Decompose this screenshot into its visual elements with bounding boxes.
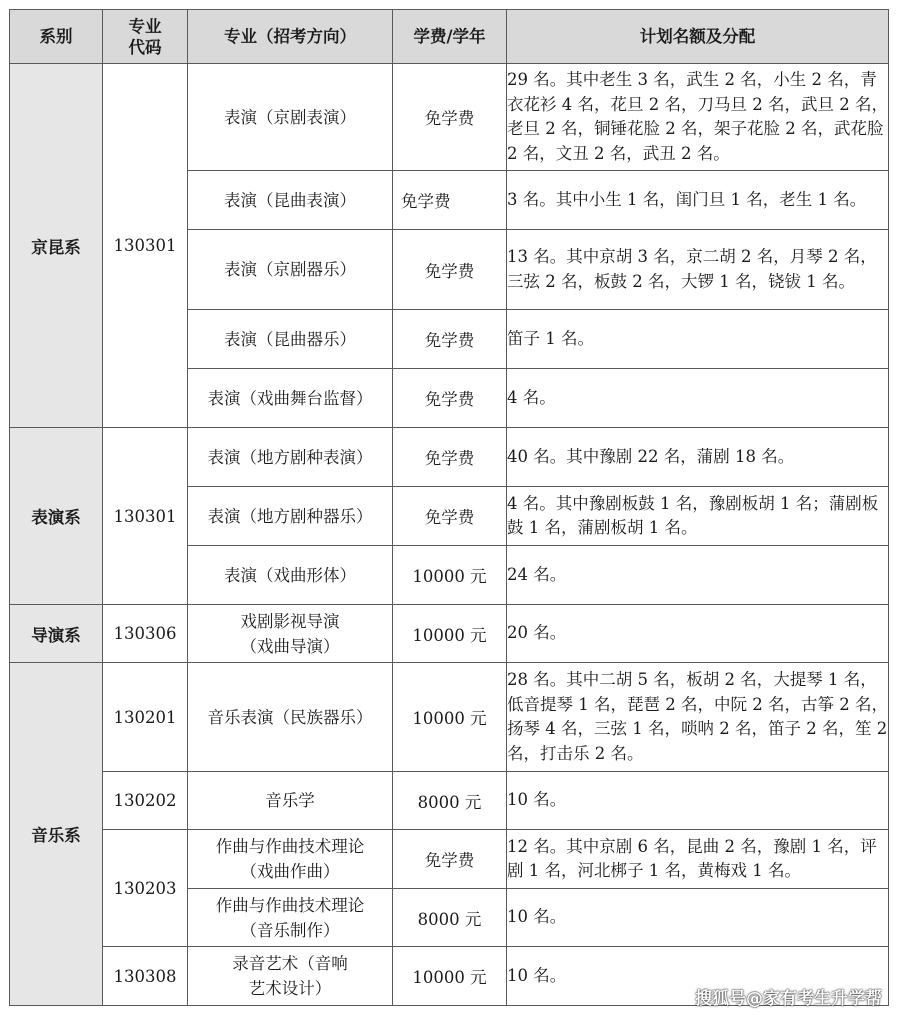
quota-cell: 4 名。 [507, 369, 889, 428]
fee-cell: 8000 元 [393, 772, 507, 830]
dept-cell-yinyue: 音乐系 [10, 663, 103, 1006]
quota-cell: 笛子 1 名。 [507, 310, 889, 369]
quota-cell: 29 名。其中老生 3 名，武生 2 名，小生 2 名，青衣花衫 4 名，花旦 2 名，刀马旦 2 名，武旦 2 名，老旦 2 名，铜锤花脸 2 名，架子花脸 2 名，武花脸 2 名，文丑 2 名，武丑 2 名。 [507, 64, 889, 171]
code-cell: 130202 [103, 772, 188, 830]
watermark: 搜狐号@家有考生升学帮 [695, 989, 882, 1009]
quota-cell: 4 名。其中豫剧板鼓 1 名，豫剧板胡 1 名；蒲剧板鼓 1 名，蒲剧板胡 1 名。 [507, 487, 889, 546]
quota-cell: 13 名。其中京胡 3 名，京二胡 2 名，月琴 2 名，三弦 2 名，板鼓 2 名，大锣 1 名，铙钹 1 名。 [507, 230, 889, 310]
major-cell: 表演（京剧表演） [188, 64, 393, 171]
header-quota: 计划名额及分配 [507, 10, 889, 64]
fee-cell: 免学费 [393, 64, 507, 171]
table-row [10, 605, 889, 663]
quota-cell: 10 名。 [507, 889, 889, 947]
quota-cell: 10 名。 [507, 947, 889, 1006]
major-cell: 音乐学 [188, 772, 393, 830]
major-cell: 表演（戏曲舞台监督） [188, 369, 393, 428]
fee-cell: 免学费 [393, 830, 507, 889]
quota-cell: 10 名。 [507, 772, 889, 830]
header-fee: 学费/学年 [393, 10, 507, 64]
quota-cell: 12 名。其中京剧 6 名，昆曲 2 名，豫剧 1 名，评剧 1 名，河北梆子 1 名，黄梅戏 1 名。 [507, 830, 889, 889]
quota-cell: 3 名。其中小生 1 名，闺门旦 1 名，老生 1 名。 [507, 171, 889, 230]
table-row [10, 428, 889, 487]
major-cell: 录音艺术（音响艺术设计） [188, 947, 393, 1006]
fee-cell: 免学费 [393, 230, 507, 310]
fee-cell: 10000 元 [393, 605, 507, 663]
fee-cell: 免学费 [393, 369, 507, 428]
fee-cell: 免学费 [393, 487, 507, 546]
code-cell: 130201 [103, 663, 188, 772]
major-cell: 表演（昆曲器乐） [188, 310, 393, 369]
header-code: 专业代码 [103, 10, 188, 64]
major-cell: 作曲与作曲技术理论（戏曲作曲） [188, 830, 393, 889]
enrollment-plan-table [9, 9, 889, 1006]
quota-cell: 24 名。 [507, 546, 889, 605]
major-cell: 表演（戏曲形体） [188, 546, 393, 605]
dept-cell-biaoyan: 表演系 [10, 428, 103, 605]
fee-cell: 免学费 [393, 428, 507, 487]
major-cell: 表演（京剧器乐） [188, 230, 393, 310]
fee-cell: 8000 元 [393, 889, 507, 947]
major-cell: 表演（昆曲表演） [188, 171, 393, 230]
major-cell: 戏剧影视导演（戏曲导演） [188, 605, 393, 663]
table-row [10, 830, 889, 889]
major-cell: 音乐表演（民族器乐） [188, 663, 393, 772]
code-cell: 130308 [103, 947, 188, 1006]
major-cell: 表演（地方剧种表演） [188, 428, 393, 487]
quota-cell: 28 名。其中二胡 5 名，板胡 2 名，大提琴 1 名，低音提琴 1 名，琵琶 2 名，中阮 2 名，古筝 2 名，扬琴 4 名，三弦 1 名，唢呐 2 名，笛子 2 名，笙 2 名，打击乐 2 名。 [507, 663, 889, 772]
major-cell: 表演（地方剧种器乐） [188, 487, 393, 546]
header-row [10, 10, 889, 64]
dept-cell-jingkun: 京昆系 [10, 64, 103, 428]
header-dept: 系别 [10, 10, 103, 64]
fee-cell: 10000 元 [393, 947, 507, 1006]
quota-cell: 20 名。 [507, 605, 889, 663]
table-row [10, 663, 889, 772]
table-row [10, 772, 889, 830]
major-cell: 作曲与作曲技术理论（音乐制作） [188, 889, 393, 947]
quota-cell: 40 名。其中豫剧 22 名，蒲剧 18 名。 [507, 428, 889, 487]
table-row [10, 64, 889, 171]
code-cell: 130203 [103, 830, 188, 947]
header-major: 专业（招考方向） [188, 10, 393, 64]
dept-cell-daoyan: 导演系 [10, 605, 103, 663]
code-cell: 130301 [103, 428, 188, 605]
fee-cell: 免学费 [393, 310, 507, 369]
fee-cell: 10000 元 [393, 663, 507, 772]
code-cell: 130306 [103, 605, 188, 663]
fee-cell: 10000 元 [393, 546, 507, 605]
code-cell: 130301 [103, 64, 188, 428]
fee-cell: 免学费 [393, 171, 507, 230]
